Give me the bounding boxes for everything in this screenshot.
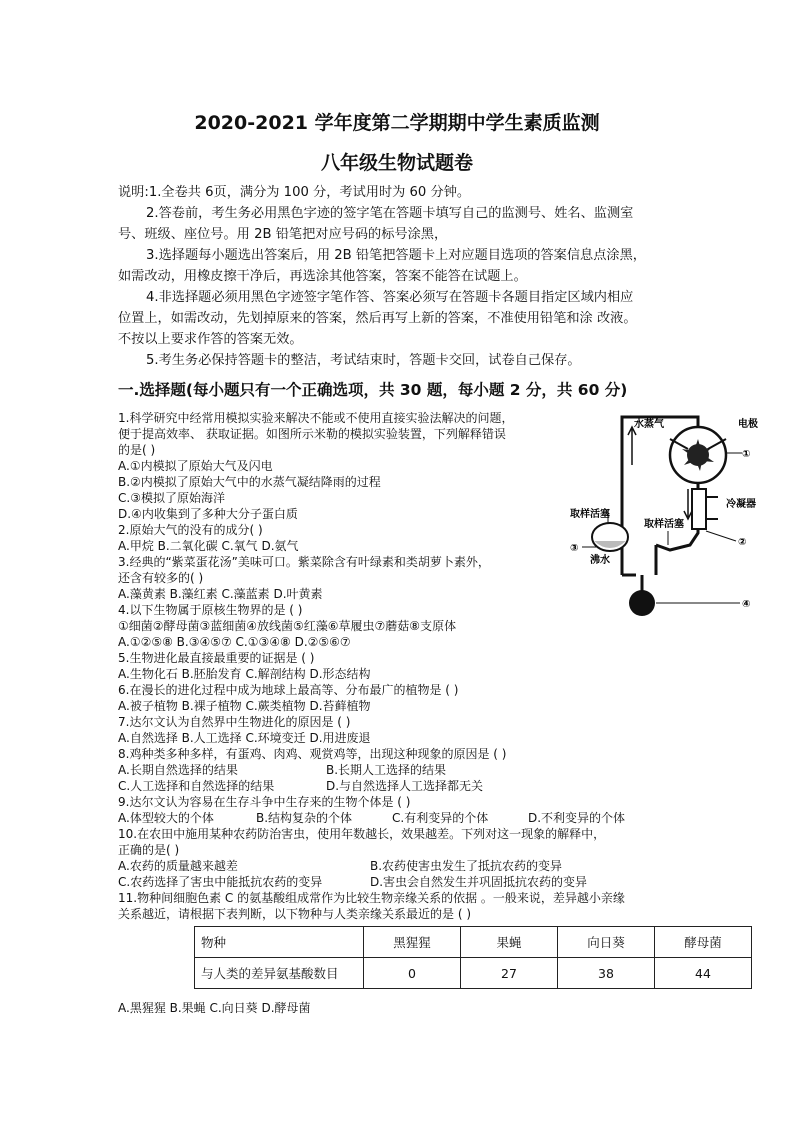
label-electrode: 电极 xyxy=(738,419,758,430)
table-cell: 与人类的差异氨基酸数目 xyxy=(195,958,364,989)
table-cell: 38 xyxy=(558,958,655,989)
option-line: A.自然选择 B.人工选择 C.环境变迁 D.用进废退 xyxy=(118,731,371,745)
question-line: 4.以下生物属于原核生物界的是 ( ) xyxy=(118,603,303,617)
label-4: ④ xyxy=(742,599,751,610)
instruction-line: 不按以上要求作答的答案无效。 xyxy=(118,332,303,347)
option-line: A.黑猩猩 B.果蝇 C.向日葵 D.酵母菌 xyxy=(118,1001,311,1015)
question-line: 7.达尔文认为自然界中生物进化的原因是 ( ) xyxy=(118,715,351,729)
table-cell: 向日葵 xyxy=(558,927,655,958)
option-line: A.长期自然选择的结果 xyxy=(118,763,238,777)
arrow-down-icon xyxy=(684,489,692,519)
option-line: B.②内模拟了原始大气中的水蒸气凝结降雨的过程 xyxy=(118,475,381,489)
instruction-line: 说明:1.全卷共 6页，满分为 100 分，考试用时为 60 分钟。 xyxy=(118,185,471,200)
table-cell: 物种 xyxy=(195,927,364,958)
label-1: ① xyxy=(742,449,751,460)
option-line: B.结构复杂的个体 xyxy=(256,811,353,825)
question-line: 3.经典的“紫菜蛋花汤”美味可口。紫菜除含有叶绿素和类胡萝卜素外， xyxy=(118,555,490,569)
question-line: 11.物种间细胞色素 C 的氨基酸组成常作为比较生物亲缘关系的依据 。一般来说，差异越小亲缘 xyxy=(118,891,625,905)
option-line: A.藻黄素 B.藻红素 C.藻蓝素 D.叶黄素 xyxy=(118,587,323,601)
question-line: 8.鸡种类多种多样，有蛋鸡、肉鸡、观赏鸡等，出现这种现象的原因是 ( ) xyxy=(118,747,507,761)
instruction-line: 5.考生务必保持答题卡的整洁，考试结束时，答题卡交回，试卷自己保存。 xyxy=(146,353,581,368)
option-line: D.④内收集到了多种大分子蛋白质 xyxy=(118,507,298,521)
label-sampling-valve-left: 取样活塞 xyxy=(570,509,610,520)
option-line: C.有利变异的个体 xyxy=(392,811,489,825)
table-row xyxy=(195,958,752,989)
question-line: 6.在漫长的进化过程中成为地球上最高等、分布最广的植物是 ( ) xyxy=(118,683,459,697)
question-line: 9.达尔文认为容易在生存斗争中生存来的生物个体是 ( ) xyxy=(118,795,411,809)
option-line: A.甲烷 B.二氧化碳 C.氧气 D.氨气 xyxy=(118,539,299,553)
miller-apparatus-figure xyxy=(560,405,785,620)
arrow-up-icon xyxy=(628,427,636,465)
option-line: C.人工选择和自然选择的结果 xyxy=(118,779,275,793)
instruction-line: 如需改动，用橡皮擦干净后，再选涂其他答案，答案不能答在试题上。 xyxy=(118,269,527,284)
amino-acid-table xyxy=(194,926,752,989)
exam-subtitle: 八年级生物试题卷 xyxy=(320,152,473,174)
option-line: C.农药选择了害虫中能抵抗农药的变异 xyxy=(118,875,323,889)
option-line: B.农药使害虫发生了抵抗农药的变异 xyxy=(370,859,563,873)
option-line: A.体型较大的个体 xyxy=(118,811,214,825)
table-cell: 果蝇 xyxy=(461,927,558,958)
question-line: ①细菌②酵母菌③蓝细菌④放线菌⑤红藻⑥草履虫⑦蘑菇⑧支原体 xyxy=(118,619,457,633)
instruction-line: 位置上，如需改动，先划掉原来的答案，然后再写上新的答案，不准使用铅笔和涂 改液。 xyxy=(118,311,637,326)
collection-flask xyxy=(629,590,655,616)
label-3: ③ xyxy=(570,543,579,554)
question-line: 便于提高效率、 获取证据。如图所示米勒的模拟实验装置，下列解释错误 xyxy=(118,427,506,441)
table-cell: 44 xyxy=(655,958,752,989)
table-row xyxy=(195,927,752,958)
table-cell: 黑猩猩 xyxy=(364,927,461,958)
label-condenser: 冷凝器 xyxy=(726,499,756,510)
option-line: B.长期人工选择的结果 xyxy=(326,763,447,777)
option-line: D.不利变异的个体 xyxy=(528,811,626,825)
label-sampling-valve-right: 取样活塞 xyxy=(644,519,684,530)
option-line: D.害虫会自然发生并巩固抵抗农药的变异 xyxy=(370,875,588,889)
question-line: 的是( ) xyxy=(118,443,156,457)
table-cell: 0 xyxy=(364,958,461,989)
option-line: A.农药的质量越来越差 xyxy=(118,859,238,873)
option-line: A.①内模拟了原始大气及闪电 xyxy=(118,459,273,473)
option-line: C.③模拟了原始海洋 xyxy=(118,491,225,505)
question-line: 10.在农田中施用某种农药防治害虫，使用年数越长，效果越差。下列对这一现象的解释中， xyxy=(118,827,606,841)
question-line: 还含有较多的( ) xyxy=(118,571,204,585)
instruction-line: 3.选择题每小题选出答案后，用 2B 铅笔把答题卡上对应题目选项的答案信息点涂黑， xyxy=(146,248,646,263)
label-2: ② xyxy=(738,537,747,548)
instruction-line: 2.答卷前，考生务必用黑色字迹的签字笔在答题卡填写自己的监测号、姓名、监测室 xyxy=(146,206,634,221)
question-line: 关系越近，请根据下表判断，以下物种与人类亲缘关系最近的是 ( ) xyxy=(118,907,471,921)
instruction-line: 4.非选择题必须用黑色字迹签字笔作答、答案必须写在答题卡各题目指定区域内相应 xyxy=(146,290,634,305)
option-line: A.被子植物 B.裸子植物 C.蕨类植物 D.苔藓植物 xyxy=(118,699,371,713)
question-line: 5.生物进化最直接最重要的证据是 ( ) xyxy=(118,651,315,665)
question-line: 2.原始大气的没有的成分( ) xyxy=(118,523,263,537)
instruction-line: 号、班级、座位号。用 2B 铅笔把对应号码的标号涂黑， xyxy=(118,227,448,242)
table-cell: 酵母菌 xyxy=(655,927,752,958)
option-line: A.生物化石 B.胚胎发育 C.解剖结构 D.形态结构 xyxy=(118,667,371,681)
condenser xyxy=(692,489,706,529)
question-line: 1.科学研究中经常用模拟实验来解决不能或不使用直接实验法解决的问题， xyxy=(118,411,514,425)
option-line: A.①②⑤⑧ B.③④⑤⑦ C.①③④⑧ D.②⑤⑥⑦ xyxy=(118,635,351,649)
table-cell: 27 xyxy=(461,958,558,989)
exam-title: 2020-2021 学年度第二学期期中学生素质监测 xyxy=(194,112,600,134)
section-title: 一.选择题(每小题只有一个正确选项，共 30 题，每小题 2 分，共 60 分) xyxy=(118,381,628,399)
question-line: 正确的是( ) xyxy=(118,843,180,857)
label-water-vapor: 水蒸气 xyxy=(634,419,664,430)
option-line: D.与自然选择人工选择都无关 xyxy=(326,779,484,793)
label-boiling-water: 沸水 xyxy=(590,555,610,566)
